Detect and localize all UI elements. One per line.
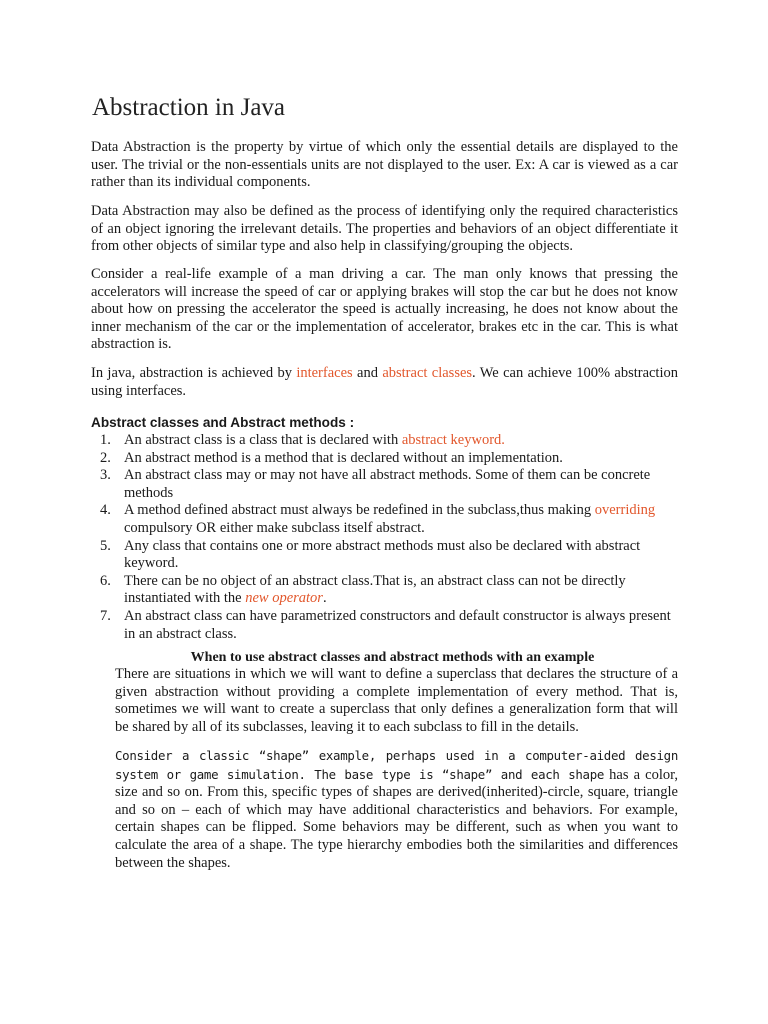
- paragraph-java-abstraction: [91, 365, 678, 400]
- list-item-number: 7.: [100, 607, 111, 624]
- paragraph-process: Data Abstraction may also be defined as the process of identifying only the required characteristics of an object ignoring the irrelevant details. The properties and behaviors of an object differentiate it from other objects of similar type and also help in classifying/grouping the objects.: [91, 203, 678, 255]
- list-item: [91, 573, 671, 608]
- usage-subheading: When to use abstract classes and abstract methods with an example: [190, 650, 595, 665]
- paragraph-car-example: Consider a real-life example of a man driving a car. The man only knows that pressing the accelerators will increase the speed of car or applying brakes will stop the car but he does not know about how on pressing the accelerator the speed is actually increasing, he does not know about the inner mechanism of the car or the implementation of accelerator, brakes etc in the car. This is what abstraction is.: [91, 266, 678, 353]
- list-item-text: Any class that contains one or more abstract methods must also be declared with abstract keyword.: [124, 537, 641, 572]
- java-para-suffix: . We can achieve 100% abstraction using interfaces.: [91, 365, 678, 399]
- list-item: [91, 608, 671, 643]
- list-item-text-after: .: [322, 590, 327, 607]
- shape-para-rest: has a color, size and so on. From this, specific types of shapes are derived(inherited)-circle, square, triangle and so on – each of which may have additional characteristics and behaviors. For example, certain shapes can be flipped. Some behaviors may be different, such as when you want to calculate the area of a shape. The type hierarchy embodies both the similarities and differences between the shapes.: [115, 766, 678, 871]
- list-item-text: An abstract method is a method that is declared without an implementation.: [124, 449, 563, 466]
- list-item-text: An abstract class can have parametrized constructors and default constructor is always present in an abstract class.: [124, 607, 671, 642]
- abstract-keyword-link[interactable]: abstract keyword.: [401, 432, 505, 448]
- overriding-link[interactable]: overriding: [594, 502, 656, 519]
- list-item-text: There can be no object of an abstract class.That is, an abstract class can not be directly instantiated with the: [124, 572, 626, 607]
- list-item-text: A method defined abstract must always be redefined in the subclass,thus making: [124, 502, 595, 519]
- list-item: [91, 450, 671, 468]
- paragraph-shape-example: [115, 747, 678, 872]
- list-item-number: 4.: [100, 502, 111, 519]
- list-item-text: An abstract class may or may not have all abstract methods. Some of them can be concrete methods: [124, 467, 651, 501]
- list-item-number: 6.: [100, 572, 111, 589]
- page-title: Abstraction in Java: [92, 94, 286, 121]
- new-operator-link[interactable]: new operator: [245, 590, 323, 607]
- abstract-classes-link[interactable]: abstract classes: [382, 365, 473, 381]
- java-para-middle: and: [352, 365, 383, 381]
- list-item-text: An abstract class is a class that is declared with: [124, 432, 402, 448]
- list-item-text-after: compulsory OR either make subclass itself abstract.: [124, 519, 425, 536]
- list-item-number: 5.: [100, 537, 111, 554]
- list-item-number: 1.: [100, 432, 111, 448]
- section-heading: Abstract classes and Abstract methods :: [91, 415, 355, 430]
- list-item: [91, 467, 671, 502]
- list-item: [91, 502, 671, 537]
- interfaces-link[interactable]: interfaces: [296, 365, 353, 381]
- paragraph-definition: Data Abstraction is the property by virtue of which only the essential details are displayed to the user. The trivial or the non-essentials units are not displayed to the user. Ex: A car is viewed as a car rather than its individual components.: [91, 139, 678, 191]
- paragraph-usage: There are situations in which we will want to define a superclass that declares the structure of a given abstraction without providing a complete implementation of every method. That is, sometimes we will want to create a superclass that only defines a generalization form that will be shared by all of its subclasses, leaving it to each subclass to fill in the details.: [115, 666, 678, 735]
- list-item: [91, 538, 671, 573]
- list-item-number: 2.: [100, 449, 111, 466]
- list-item: [91, 432, 671, 450]
- list-item-number: 3.: [100, 467, 111, 484]
- shape-para-intro: Consider a classic “shape” example, perhaps used in a computer-aided design system or game simulation. The base type is “shape” and each shape: [115, 748, 678, 782]
- abstract-rules-list: [91, 432, 671, 643]
- java-para-prefix: In java, abstraction is achieved by: [91, 365, 297, 381]
